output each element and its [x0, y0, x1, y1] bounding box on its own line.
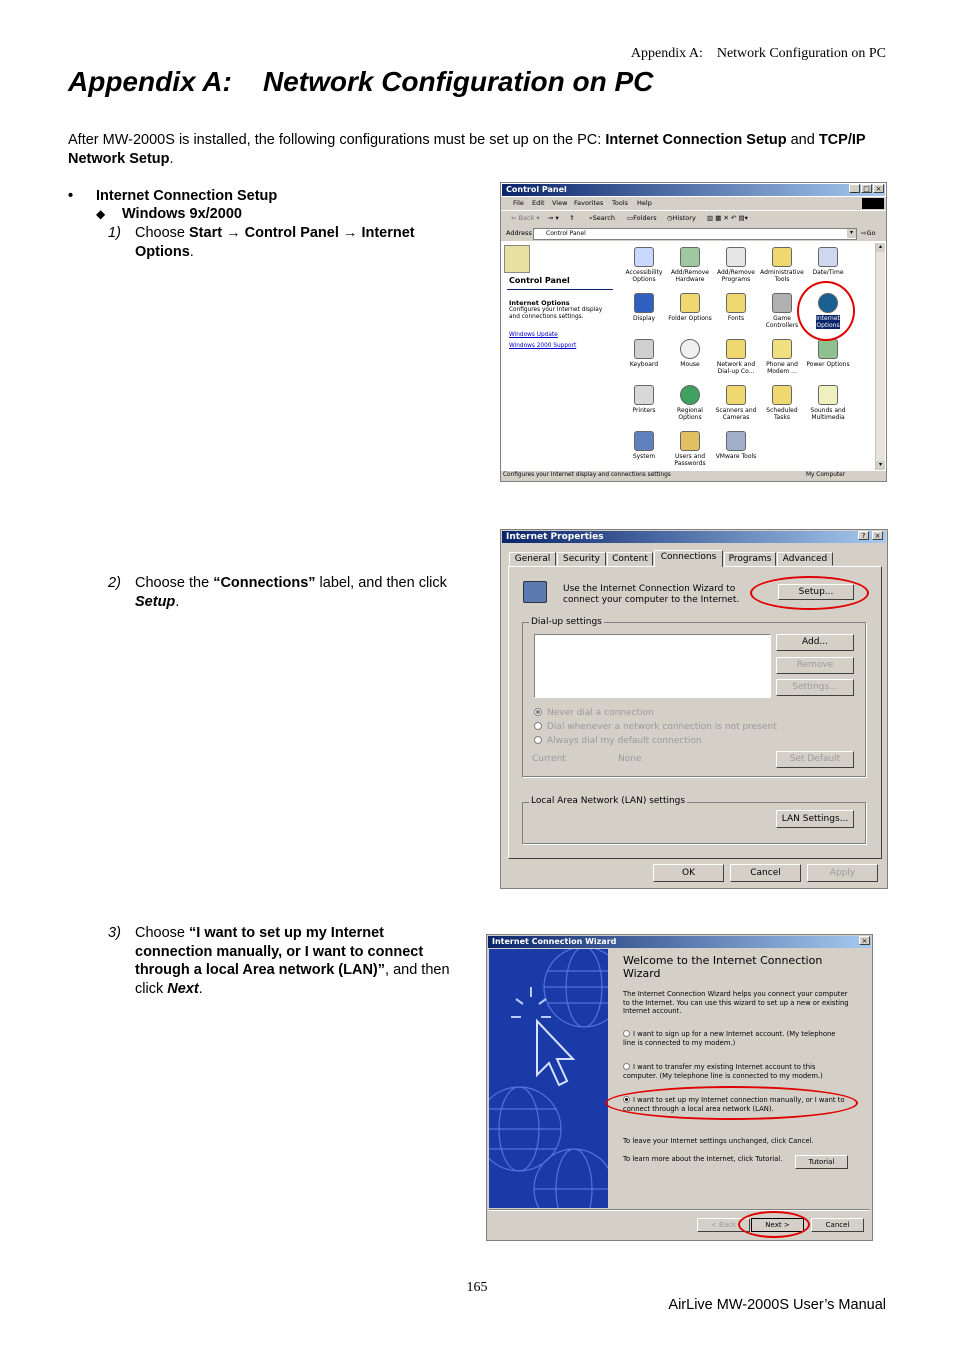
address-bar: [501, 226, 886, 241]
address-value: Control Panel: [546, 230, 586, 237]
scroll-up-icon[interactable]: ▴: [876, 243, 885, 252]
menu-edit[interactable]: Edit: [532, 199, 545, 207]
intro-bold-2: TCP/IP Network Setup: [68, 132, 866, 167]
internet-options-highlight: [797, 281, 855, 341]
menu-file[interactable]: File: [513, 199, 524, 207]
back-button[interactable]: ⇐ Back ▾: [511, 214, 540, 222]
intro-text-2: and: [786, 132, 819, 148]
radio-label: I want to set up my Internet connection manually, or I want to connect through a local area network (LAN).: [623, 1096, 845, 1113]
add-remove-programs-icon[interactable]: [713, 247, 759, 283]
wizard-side-graphic: [489, 949, 608, 1208]
scanners-cameras-icon[interactable]: [713, 385, 759, 421]
tab-general[interactable]: General: [509, 552, 556, 566]
dialup-group-label: Dial-up settings: [531, 617, 602, 627]
bullet-glyph: •: [68, 188, 74, 204]
control-panel-folder-icon: [504, 245, 530, 273]
icon-label: VMware Tools: [715, 453, 757, 460]
tab-content[interactable]: Content: [607, 552, 653, 566]
windows-support-link[interactable]: Windows 2000 Support: [509, 343, 577, 349]
connection-wizard-icon: [523, 581, 547, 603]
step-2-number: 2): [108, 575, 121, 591]
next-highlight: [738, 1211, 810, 1238]
lan-group-label: Local Area Network (LAN) settings: [531, 796, 686, 806]
icon-label: Accessibility Options: [625, 269, 663, 283]
step-3-text: [135, 924, 465, 998]
page-title: Appendix A: Network Configuration on PC: [68, 66, 654, 97]
lan-settings-button[interactable]: LAN Settings...: [776, 810, 854, 828]
learn-text: To learn more about the Internet, click Tutorial.: [623, 1155, 783, 1163]
globe-cursor-graphic: [489, 949, 608, 1208]
internet-properties-titlebar: Internet Properties: [502, 531, 886, 543]
icon-label: Folder Options: [668, 315, 712, 322]
connections-listbox[interactable]: [534, 634, 771, 698]
radio-icon: [534, 736, 542, 744]
add-remove-hardware-icon[interactable]: [667, 247, 713, 283]
step-2-setup: Setup: [135, 593, 176, 610]
sounds-multimedia-icon[interactable]: [805, 385, 851, 421]
cancel-button[interactable]: Cancel: [730, 864, 801, 882]
windows-logo-icon: [862, 198, 884, 209]
step-2-period: .: [175, 593, 180, 610]
menu-tools[interactable]: Tools: [612, 199, 629, 207]
menu-view[interactable]: View: [552, 199, 568, 207]
radio-label: I want to sign up for a new Internet account. (My telephone line is connected to my modem.): [623, 1030, 836, 1047]
current-value: None: [618, 754, 642, 764]
page-number: 165: [466, 1280, 488, 1295]
icon-label: Add/Remove Programs: [717, 269, 755, 283]
printers-icon[interactable]: [621, 385, 667, 414]
step-3-period: .: [198, 980, 203, 997]
accessibility-icon[interactable]: [621, 247, 667, 283]
icon-label: Internet Options: [816, 315, 840, 329]
network-dialup-icon[interactable]: [713, 339, 759, 375]
intro-paragraph: [68, 131, 888, 169]
back-button[interactable]: < Back: [697, 1218, 750, 1232]
setup-highlight: [750, 576, 869, 610]
fonts-icon[interactable]: [713, 293, 759, 322]
history-label: History: [672, 214, 696, 222]
date-time-icon[interactable]: [805, 247, 851, 276]
radio-icon: [534, 722, 542, 730]
icon-label: Game Controllers: [765, 315, 799, 329]
intro-text-1: After MW-2000S is installed, the following configurations must be set up on the PC:: [68, 132, 606, 148]
radio-label: Never dial a connection: [547, 708, 654, 718]
power-options-icon[interactable]: [805, 339, 851, 368]
left-pane-title: Control Panel: [509, 276, 570, 285]
close-icon[interactable]: ×: [872, 531, 883, 540]
wizard-button-divider: [489, 1209, 870, 1210]
icon-label: Fonts: [727, 315, 745, 322]
address-label: Address: [506, 229, 532, 237]
step-1-period: .: [189, 243, 194, 260]
wizard-heading: Welcome to the Internet Connection Wizard: [623, 954, 823, 980]
control-panel-titlebar: Control Panel: [502, 184, 885, 196]
left-pane-divider: [507, 289, 613, 290]
apply-button[interactable]: Apply: [807, 864, 878, 882]
chevron-down-icon[interactable]: ▾: [847, 229, 856, 238]
step-3-option: “I want to set up my Internet connection manually, or I want to connect through a local Area network (LAN)”: [135, 925, 424, 978]
folder-options-icon[interactable]: [667, 293, 713, 322]
go-label: Go: [866, 229, 876, 237]
step-1-number: 1): [108, 225, 121, 241]
cancel-button[interactable]: Cancel: [811, 1218, 864, 1232]
remove-button[interactable]: Remove: [776, 657, 854, 674]
step-1-arrow: →: [338, 225, 362, 241]
step-1-control-panel: Control Panel: [244, 225, 339, 241]
icon-label: Users and Passwords: [674, 453, 706, 467]
back-label: Back: [518, 214, 535, 222]
maximize-icon[interactable]: □: [861, 184, 872, 193]
diamond-glyph: ◆: [96, 207, 106, 221]
tab-advanced[interactable]: Advanced: [777, 552, 833, 566]
radio-signup-new[interactable]: [623, 1030, 849, 1047]
display-icon[interactable]: [621, 293, 667, 322]
step-2-part: Choose the: [135, 575, 214, 591]
icon-label: Sounds and Multimedia: [810, 407, 846, 421]
left-pane-description: Configures your Internet display and connections settings.: [509, 307, 603, 320]
step-3-part: , and then click: [135, 962, 450, 997]
step-3-next: Next: [167, 980, 199, 997]
leave-text: To leave your Internet settings unchanged, click Cancel.: [623, 1137, 814, 1145]
icon-label: Date/Time: [812, 269, 844, 276]
radio-dial-when-needed[interactable]: [534, 722, 777, 732]
icon-label: Mouse: [680, 361, 700, 368]
tutorial-button[interactable]: Tutorial: [795, 1155, 848, 1169]
toolbar: [501, 210, 886, 226]
ok-button[interactable]: OK: [653, 864, 724, 882]
scheduled-tasks-icon[interactable]: [759, 385, 805, 421]
icon-label: Scheduled Tasks: [766, 407, 798, 421]
icon-label: Display: [632, 315, 656, 322]
running-header: Appendix A: Network Configuration on PC: [630, 46, 886, 61]
wizard-description: Use the Internet Connection Wizard to connect your computer to the Internet.: [563, 584, 740, 605]
intro-text-3: .: [169, 151, 174, 167]
status-bar: [501, 470, 886, 481]
move-copy-delete-icons[interactable]: ▥ ▦ ✕ ↶ ▤▾: [707, 214, 748, 222]
icon-label: Regional Options: [677, 407, 703, 421]
icon-label: Printers: [632, 407, 656, 414]
step-3-part: Choose: [135, 925, 190, 941]
folders-button[interactable]: ▭Folders: [627, 214, 657, 222]
status-text: Configures your Internet display and connections settings: [503, 472, 671, 478]
address-field[interactable]: [533, 228, 857, 240]
wizard-titlebar: Internet Connection Wizard: [488, 936, 871, 948]
minimize-icon[interactable]: _: [849, 184, 860, 193]
menu-help[interactable]: Help: [637, 199, 652, 207]
radio-icon: [623, 1063, 630, 1070]
windows-update-link[interactable]: Windows Update: [509, 332, 558, 338]
tab-connections[interactable]: Connections: [654, 550, 723, 567]
wizard-intro: The Internet Connection Wizard helps you connect your computer to the Internet. You can use this wizard to set up a new or existing Internet account.: [623, 990, 849, 1015]
radio-icon: [534, 708, 542, 716]
icon-label: Keyboard: [629, 361, 659, 368]
settings-button[interactable]: Settings...: [776, 679, 854, 696]
keyboard-icon[interactable]: [621, 339, 667, 368]
icon-label: Add/Remove Hardware: [671, 269, 709, 283]
icon-label: System: [632, 453, 656, 460]
vmware-tools-icon[interactable]: [713, 431, 759, 460]
setup-button[interactable]: Setup...: [778, 584, 854, 600]
forward-icon[interactable]: ⇒ ▾: [548, 214, 559, 222]
step-1-arrow: →: [222, 225, 245, 241]
step-2-part: label, and then click: [315, 575, 447, 591]
help-icon[interactable]: ?: [858, 531, 869, 540]
set-default-button[interactable]: Set Default: [776, 751, 854, 768]
folders-label: Folders: [633, 214, 657, 222]
current-label: Current: [532, 754, 566, 764]
icon-label: Administrative Tools: [760, 269, 804, 283]
icon-label: Network and Dial-up Co...: [716, 361, 756, 375]
vertical-scrollbar[interactable]: [875, 243, 885, 470]
go-button[interactable]: ⇨Go: [861, 229, 876, 237]
users-passwords-icon[interactable]: [667, 431, 713, 467]
manual-footer: AirLive MW-2000S User’s Manual: [668, 1297, 886, 1313]
section-subheading: Windows 9x/2000: [122, 206, 242, 222]
icon-grid: [619, 243, 875, 471]
step-2-connections: “Connections”: [213, 575, 316, 591]
history-button[interactable]: ◷History: [667, 214, 696, 222]
step-3-number: 3): [108, 925, 121, 941]
mouse-icon[interactable]: [667, 339, 713, 368]
radio-always-dial[interactable]: [534, 736, 702, 746]
menu-bar: [501, 197, 886, 210]
close-icon[interactable]: ×: [859, 936, 870, 945]
search-button[interactable]: ⌕Search: [589, 214, 615, 222]
scroll-down-icon[interactable]: ▾: [876, 461, 885, 470]
radio-icon: [623, 1030, 630, 1037]
menu-favorites[interactable]: Favorites: [574, 199, 604, 207]
system-icon[interactable]: [621, 431, 667, 460]
radio-label: Dial whenever a network connection is not present: [547, 722, 777, 732]
status-zone: My Computer: [806, 472, 846, 478]
up-folder-icon[interactable]: ⇑: [569, 214, 575, 222]
step-1-internet-options: Internet Options: [135, 225, 415, 260]
tab-programs[interactable]: Programs: [724, 552, 776, 566]
phone-modem-icon[interactable]: [759, 339, 805, 375]
manual-lan-highlight: [605, 1086, 858, 1120]
regional-options-icon[interactable]: [667, 385, 713, 421]
radio-label: I want to transfer my existing Internet account to this computer. (My telephone line is connected to my modem.): [623, 1063, 823, 1080]
step-1-start: Start: [189, 225, 223, 241]
icon-label: Phone and Modem ...: [766, 361, 798, 375]
add-button[interactable]: Add...: [776, 634, 854, 651]
radio-never-dial[interactable]: [534, 708, 654, 718]
intro-bold-1: Internet Connection Setup: [605, 132, 787, 148]
icon-label: Power Options: [806, 361, 850, 368]
step-1-text: [135, 224, 465, 261]
icon-label: Scanners and Cameras: [715, 407, 757, 421]
search-label: Search: [592, 214, 615, 222]
tab-security[interactable]: Security: [557, 552, 606, 566]
administrative-tools-icon[interactable]: [759, 247, 805, 283]
section-heading: Internet Connection Setup: [96, 188, 278, 204]
radio-label: Always dial my default connection: [547, 736, 702, 746]
left-pane-selected: Internet Options: [509, 299, 570, 307]
next-button[interactable]: Next >: [751, 1218, 804, 1232]
step-1-part: Choose: [135, 225, 190, 241]
radio-transfer-existing[interactable]: [623, 1063, 849, 1080]
close-icon[interactable]: ×: [873, 184, 884, 193]
step-2-text: [135, 574, 485, 611]
